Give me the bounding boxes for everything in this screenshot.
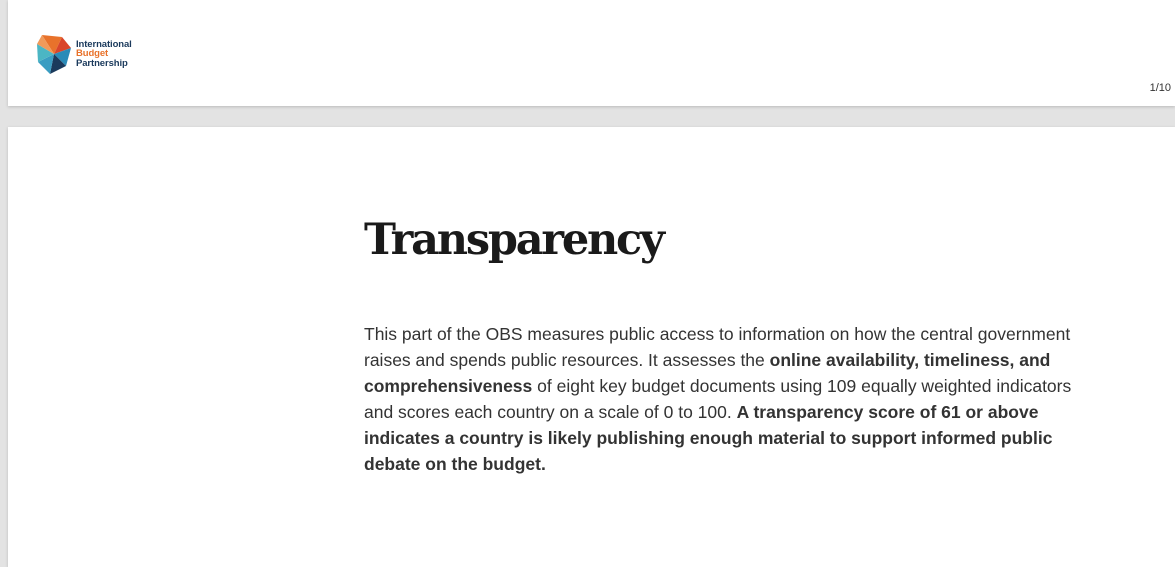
logo-line-1: International — [76, 38, 132, 50]
page-number: 1/10 — [1149, 82, 1171, 94]
ibp-logo[interactable] — [36, 32, 132, 76]
pinwheel-logo-icon — [36, 32, 72, 76]
logo-wordmark — [76, 40, 132, 69]
content-page — [8, 127, 1175, 567]
body-paragraph — [364, 321, 1084, 477]
paragraph-bold-segment: A transparency score of 61 or above indicates a country is likely publishing enough material to support informed public debate on the budget. — [364, 402, 1053, 474]
paragraph-segment: This part of the OBS measures public access to information on how the central government raises and spends public resources. It assesses the — [364, 324, 1071, 370]
logo-line-2: Budget — [76, 48, 109, 60]
header-page — [8, 0, 1175, 106]
page-title: Transparency — [364, 215, 663, 265]
paragraph-bold-segment: online availability, timeliness, and comprehensiveness — [364, 350, 1051, 396]
logo-line-3: Partnership — [76, 57, 128, 69]
paragraph-segment: of eight key budget documents using 109 equally weighted indicators and scores each country on a scale of 0 to 100. — [364, 376, 1072, 422]
